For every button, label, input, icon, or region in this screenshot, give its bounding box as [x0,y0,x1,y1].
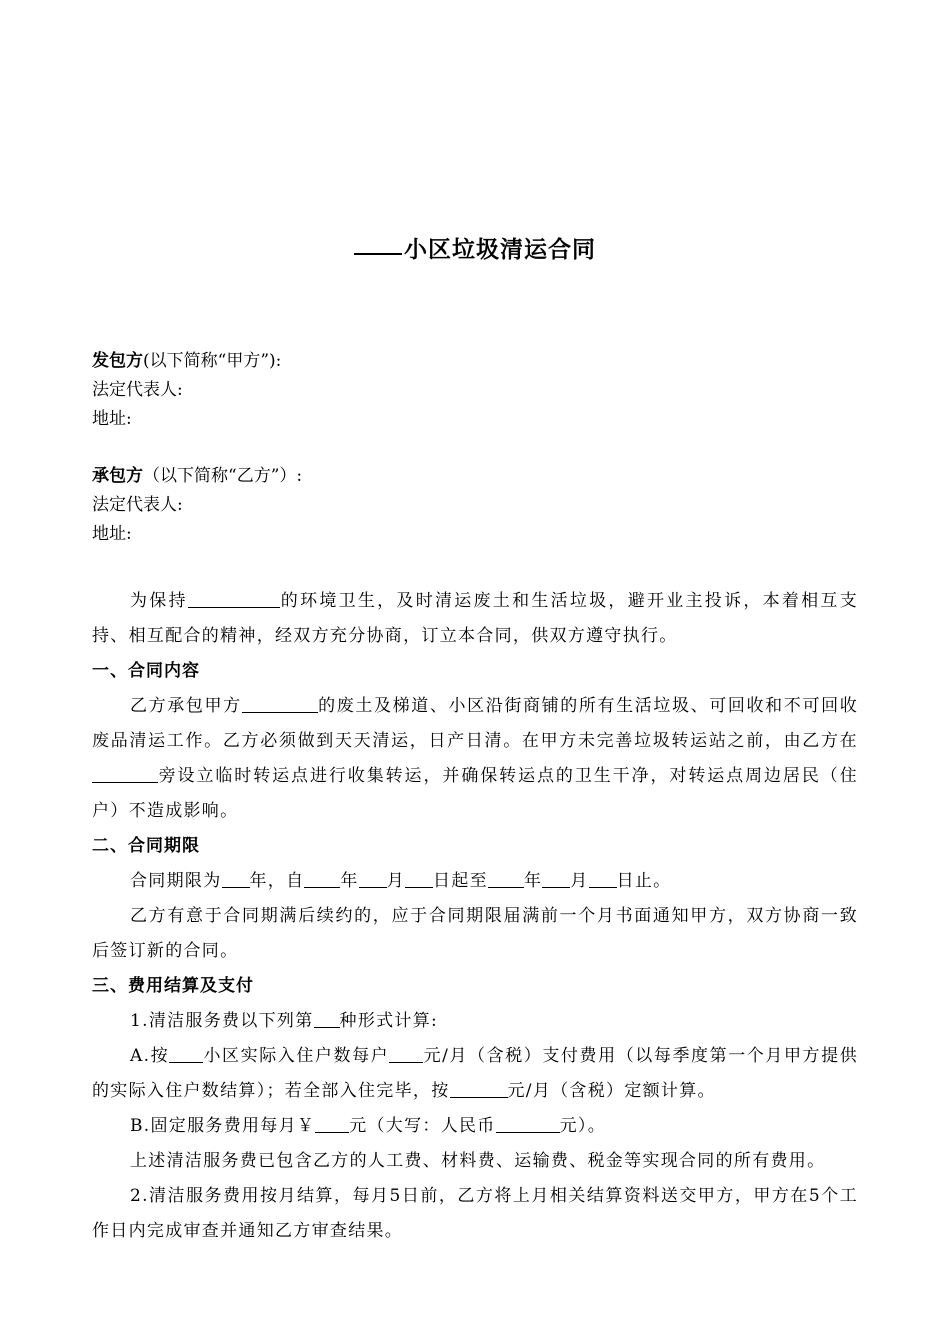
section1-paragraph: 乙方承包甲方 的废土及梯道、小区沿街商铺的所有生活垃圾、可回收和不可回收废品清运工作。乙方必须做到天天清运，日产日清。在甲方未完善垃圾转运站之前，由乙方在旁设立临时转运点进行收集转运，并确保转运点的卫生干净，对转运点周边居民（住户）不造成影响。 [92,696,858,821]
start-month-blank[interactable] [359,869,387,888]
intro-paragraph: 为保持 的环境卫生，及时清运废土和生活垃圾，避开业主投诉，本着相互支持、相互配合的精神，经双方充分协商，订立本合同，供双方遵守执行。 [92,591,859,646]
start-year-blank[interactable] [304,869,340,888]
itemB-paragraph: B.固定服务费用每月￥ 元（大写：人民币 元）。 [130,1116,607,1136]
term-years-blank[interactable] [222,869,250,888]
end-month-blank[interactable] [542,869,570,888]
item1-paragraph: 1.清洁服务费以下列第 种形式计算: [130,1011,439,1031]
party-a-address: 地址: [92,409,132,429]
itemA-fixed-blank[interactable] [450,1079,508,1098]
party-b-rep: 法定代表人: [92,495,183,515]
title-text: 小区垃圾清运合同 [404,237,596,263]
itemB-amount-blank[interactable] [315,1114,349,1133]
item1-blank[interactable] [314,1009,340,1028]
included-paragraph: 上述清洁服务费已包含乙方的人工费、材料费、运输费、税金等实现合同的所有费用。 [130,1151,826,1171]
end-year-blank[interactable] [488,869,524,888]
term-paragraph: 合同期限为 年，自 年 月 日起至 年 月 日止。 [130,871,672,891]
end-day-blank[interactable] [589,869,617,888]
party-b-address: 地址: [92,524,132,544]
party-b-block [92,462,302,549]
itemA-community-blank[interactable] [169,1044,203,1063]
section3-heading: 三、费用结算及支付 [92,976,254,996]
title-blank[interactable] [354,233,402,255]
itemA-paragraph: A.按 小区实际入住户数每户 元/月（含税）支付费用（以每季度第一个月甲方提供的实际入住户数结算）；若全部入住完毕，按 元/月（含税）定额计算。 [92,1046,858,1101]
party-a-rep: 法定代表人: [92,380,183,400]
party-b-label: 承包方 [92,466,143,486]
document-title [0,233,950,267]
party-a-block [92,347,281,434]
party-a-suffix: (以下简称“甲方”): [143,351,282,371]
section1-blank-1[interactable] [242,694,318,713]
renew-paragraph: 乙方有意于合同期满后续约的，应于合同期限届满前一个月书面通知甲方，双方协商一致后签订新的合同。 [92,906,858,961]
item2-paragraph: 2.清洁服务费用按月结算，每月5日前，乙方将上月相关结算资料送交甲方，甲方在5个工作日内完成审查并通知乙方审查结果。 [92,1186,858,1241]
party-b-suffix: （以下简称“乙方”）: [143,466,303,486]
start-day-blank[interactable] [405,869,433,888]
intro-blank[interactable] [188,589,280,608]
itemB-capital-blank[interactable] [496,1114,560,1133]
itemA-per-household-blank[interactable] [389,1044,423,1063]
section2-heading: 二、合同期限 [92,836,200,856]
section1-blank-2[interactable] [92,764,158,783]
contract-body [92,584,858,1249]
section1-heading: 一、合同内容 [92,661,200,681]
party-a-label: 发包方 [92,351,143,371]
